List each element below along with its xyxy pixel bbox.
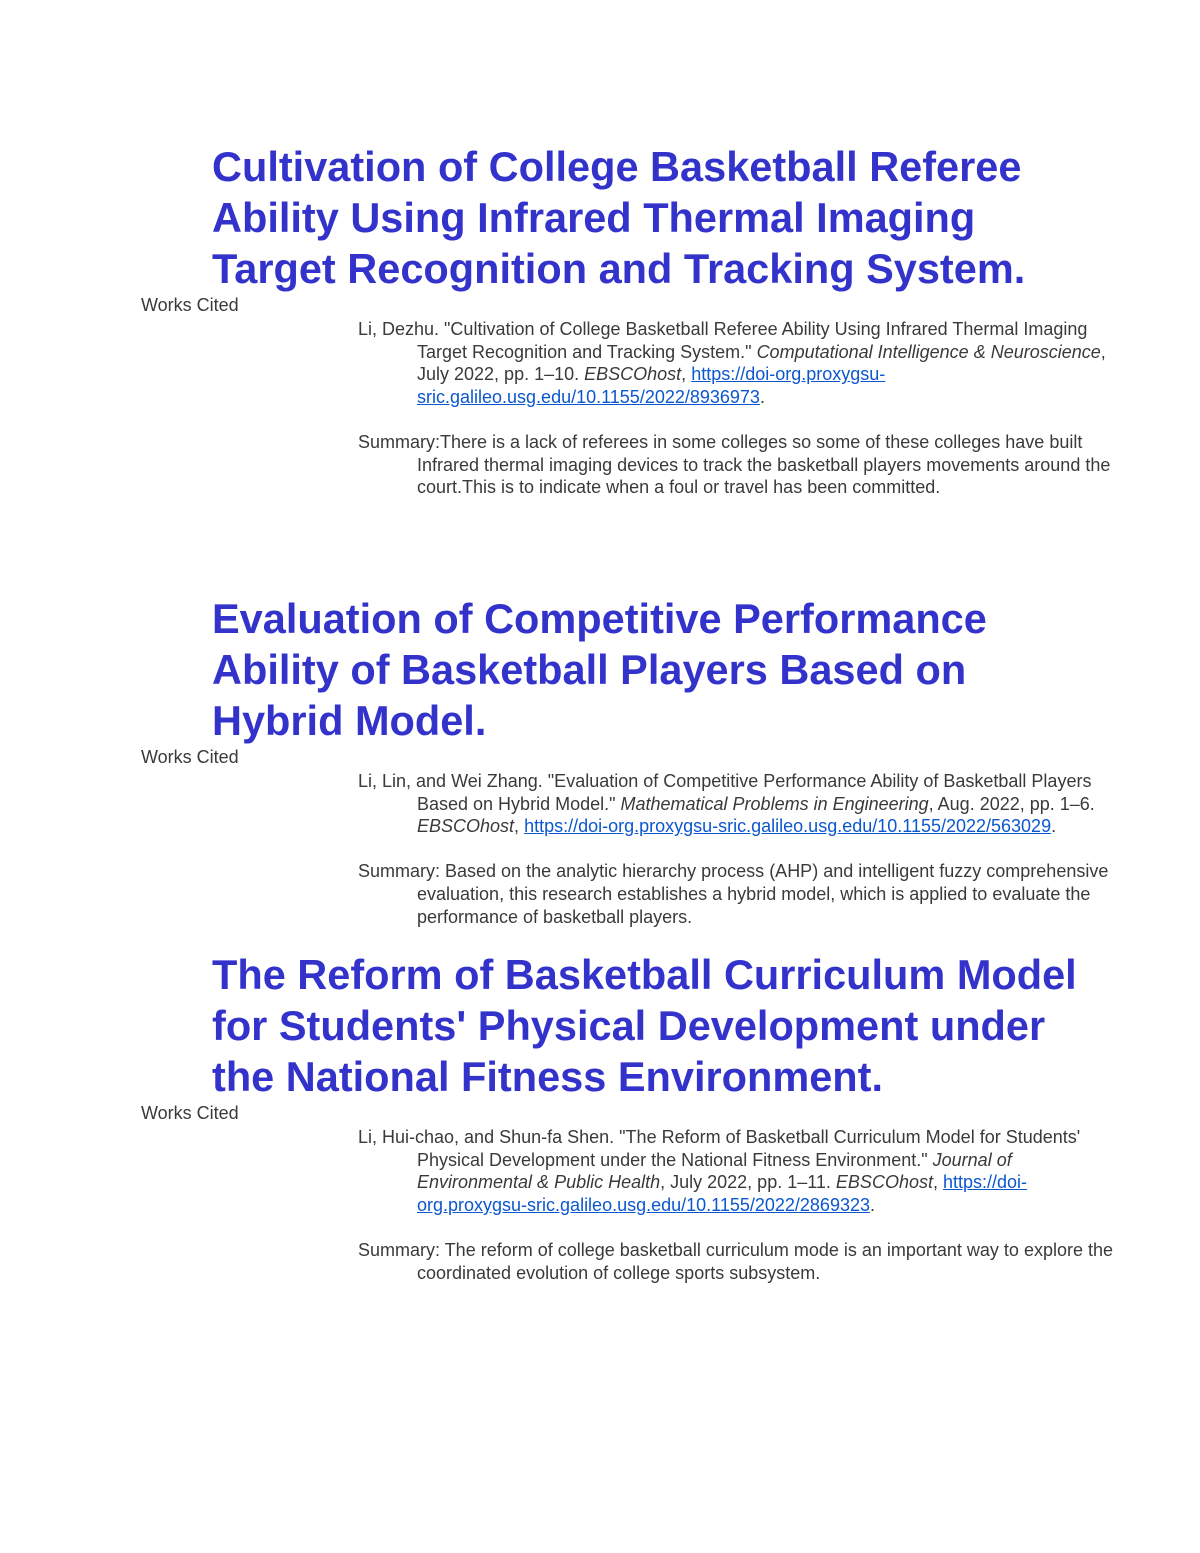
citation-database: EBSCOhost xyxy=(417,816,515,837)
citation xyxy=(358,318,1122,409)
summary: Summary: Based on the analytic hierarchy process (AHP) and intelligent fuzzy comprehensive evaluation, this research establishes a hybrid model, which is applied to evaluate the performance of basketball players. xyxy=(358,861,1109,927)
citation-end: . xyxy=(759,387,765,408)
works-cited-label: Works Cited xyxy=(141,1103,239,1123)
citation xyxy=(358,1126,1122,1217)
summary: Summary:There is a lack of referees in some colleges so some of these colleges have built Infrared thermal imaging devices to track the basketball players movements around the court.This is to indicate when a foul or travel has been committed. xyxy=(358,431,1111,498)
citation-database: EBSCOhost xyxy=(835,1172,933,1193)
citation-end: . xyxy=(870,1195,876,1216)
citation-journal: Computational Intelligence & Neuroscience xyxy=(756,341,1101,362)
citation-end: . xyxy=(1051,816,1057,837)
works-cited-label: Works Cited xyxy=(141,747,239,767)
citation xyxy=(358,770,1122,838)
citation-details: , Aug. 2022, pp. 1–6. xyxy=(928,793,1095,814)
citation-separator: , xyxy=(514,816,525,837)
citation-article: "Cultivation of College Basketball Referee Ability Using Infrared Thermal Imaging Target Recognition and Tracking System." xyxy=(417,319,1088,362)
citation-article: "Evaluation of Competitive Performance Ability of Basketball Players Based on Hybrid Model." xyxy=(417,771,1092,814)
citation-separator: , xyxy=(932,1172,943,1193)
works-cited-label: Works Cited xyxy=(141,295,239,315)
citation-doi-link[interactable]: https://doi-org.proxygsu-sric.galileo.usg.edu/10.1155/2022/2869323 xyxy=(417,1172,1028,1216)
citation-separator: , xyxy=(681,364,692,385)
entry-1 xyxy=(0,141,1200,499)
entry-title: Evaluation of Competitive Performance Ability of Basketball Players Based on Hybrid Model. xyxy=(212,595,987,744)
entry-title: The Reform of Basketball Curriculum Model for Students' Physical Development under the National Fitness Environment. xyxy=(212,951,1077,1100)
citation-authors: Li, Dezhu. xyxy=(358,319,445,339)
citation-authors: Li, Lin, and Wei Zhang. xyxy=(358,771,548,791)
citation-doi-link[interactable]: https://doi-org.proxygsu-sric.galileo.usg.edu/10.1155/2022/563029 xyxy=(524,816,1052,837)
citation-database: EBSCOhost xyxy=(584,364,682,385)
citation-details: , July 2022, pp. 1–10. xyxy=(417,341,1106,385)
citation-details: , July 2022, pp. 1–11. xyxy=(660,1172,836,1193)
entry-title: Cultivation of College Basketball Referee Ability Using Infrared Thermal Imaging Target Recognition and Tracking System. xyxy=(212,143,1026,292)
entry-3 xyxy=(0,949,1200,1284)
citation-article: "The Reform of Basketball Curriculum Model for Students' Physical Development under the National Fitness Environment." xyxy=(417,1127,1081,1170)
citation-doi-link[interactable]: https://doi-org.proxygsu-sric.galileo.usg.edu/10.1155/2022/8936973 xyxy=(417,364,886,408)
citation-authors: Li, Hui-chao, and Shun-fa Shen. xyxy=(358,1127,620,1147)
summary: Summary: The reform of college basketball curriculum mode is an important way to explore the coordinated evolution of college sports subsystem. xyxy=(358,1239,1113,1283)
citation-journal: Mathematical Problems in Engineering xyxy=(620,793,929,814)
citation-journal: Journal of Environmental & Public Health xyxy=(417,1149,1012,1193)
entry-2 xyxy=(0,593,1200,928)
